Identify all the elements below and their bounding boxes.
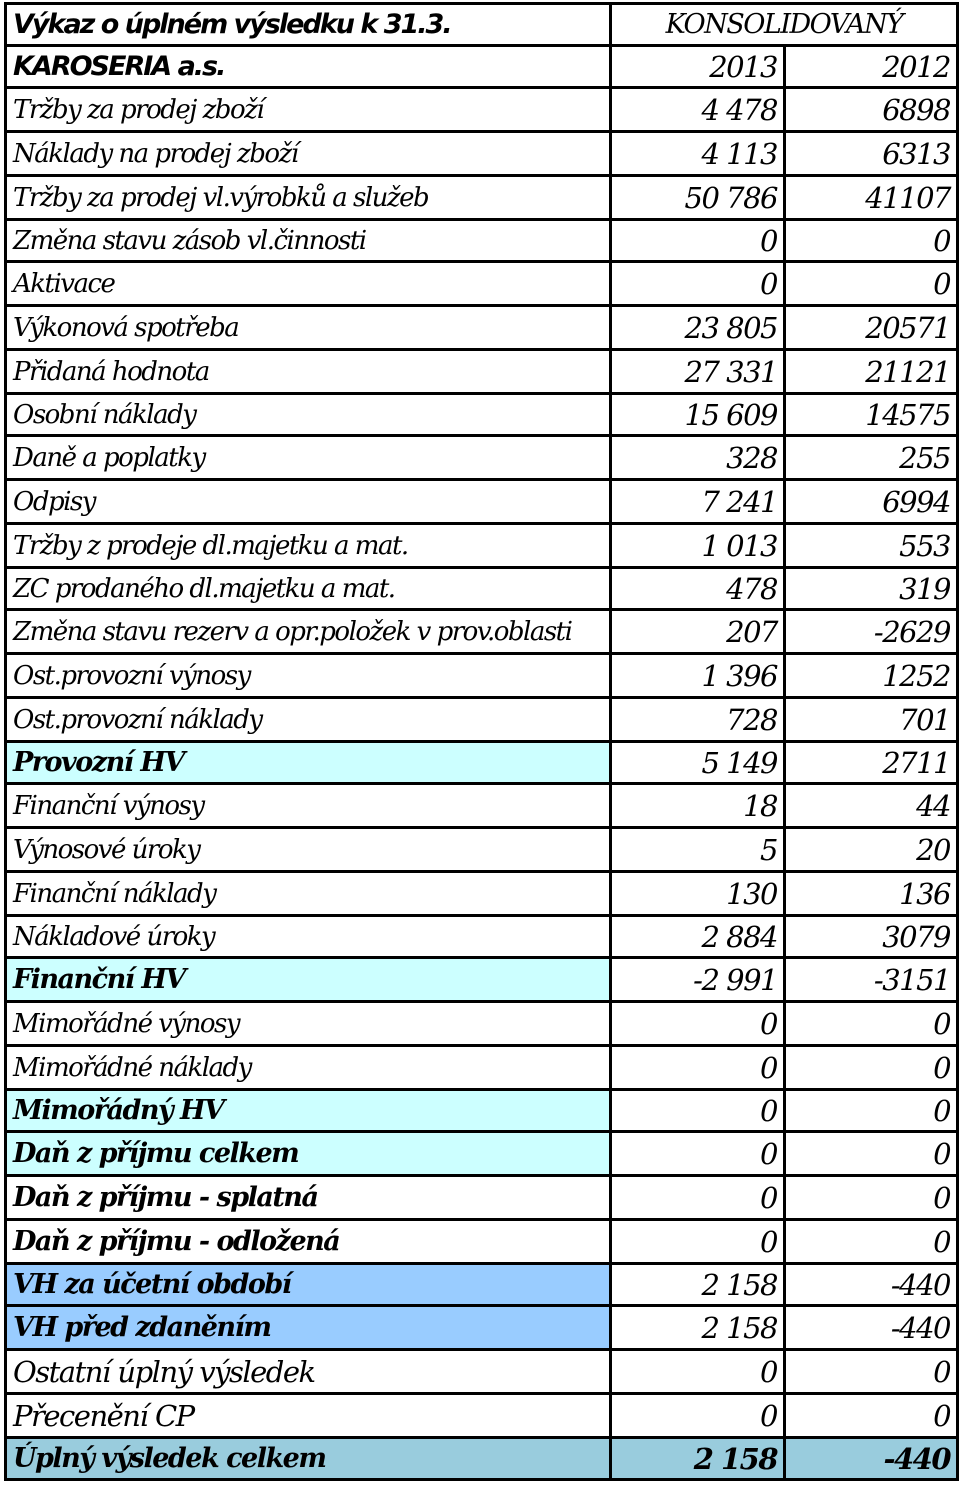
value-2012: 0 (785, 1176, 958, 1220)
value-2013: 23 805 (611, 306, 785, 350)
row-label: Provozní HV (6, 742, 611, 784)
row-label: Výnosové úroky (6, 828, 611, 872)
value-2012: 136 (785, 872, 958, 916)
value-2012: 0 (785, 1046, 958, 1090)
row-label: Aktivace (6, 262, 611, 306)
value-2013: 0 (611, 1220, 785, 1264)
value-2012: -440 (785, 1438, 958, 1480)
statement-title: Výkaz o úplném výsledku k 31.3. (6, 4, 611, 46)
value-2013: 207 (611, 610, 785, 654)
value-2013: 0 (611, 1090, 785, 1132)
value-2012: 553 (785, 524, 958, 568)
value-2013: 50 786 (611, 176, 785, 220)
row-label: Finanční HV (6, 958, 611, 1002)
value-2013: 1 013 (611, 524, 785, 568)
header-row-title (6, 4, 958, 46)
table-row (6, 1176, 958, 1220)
row-label: Změna stavu rezerv a opr.položek v prov.oblasti (6, 610, 611, 654)
value-2012: 0 (785, 1394, 958, 1438)
year-2013-header: 2013 (611, 46, 785, 88)
table-row (6, 742, 958, 784)
row-label: Náklady na prodej zboží (6, 132, 611, 176)
row-label: ZC prodaného dl.majetku a mat. (6, 568, 611, 610)
row-label: Daň z příjmu - splatná (6, 1176, 611, 1220)
row-label: Tržby z prodeje dl.majetku a mat. (6, 524, 611, 568)
value-2013: 4 113 (611, 132, 785, 176)
value-2013: 18 (611, 784, 785, 828)
row-label: Osobní náklady (6, 394, 611, 436)
value-2013: 0 (611, 1350, 785, 1394)
row-label: Úplný výsledek celkem (6, 1438, 611, 1480)
table-row (6, 436, 958, 480)
value-2013: 2 158 (611, 1264, 785, 1306)
table-row (6, 872, 958, 916)
value-2012: 21121 (785, 350, 958, 394)
row-label: Ost.provozní náklady (6, 698, 611, 742)
value-2012: 319 (785, 568, 958, 610)
table-row (6, 1350, 958, 1394)
value-2013: 328 (611, 436, 785, 480)
value-2013: 0 (611, 220, 785, 262)
row-label: VH za účetní období (6, 1264, 611, 1306)
value-2012: 6313 (785, 132, 958, 176)
table-row (6, 1002, 958, 1046)
table-row (6, 568, 958, 610)
value-2012: -440 (785, 1264, 958, 1306)
row-label: Ost.provozní výnosy (6, 654, 611, 698)
value-2012: 255 (785, 436, 958, 480)
value-2012: 2711 (785, 742, 958, 784)
income-statement (4, 2, 956, 1481)
value-2012: 0 (785, 1220, 958, 1264)
value-2013: 2 158 (611, 1438, 785, 1480)
row-label: Mimořádné výnosy (6, 1002, 611, 1046)
row-label: Daň z příjmu celkem (6, 1132, 611, 1176)
value-2013: 4 478 (611, 88, 785, 132)
value-2012: 0 (785, 262, 958, 306)
row-label: Daně a poplatky (6, 436, 611, 480)
value-2012: -3151 (785, 958, 958, 1002)
value-2013: 5 149 (611, 742, 785, 784)
row-label: VH před zdaněním (6, 1306, 611, 1350)
value-2013: 0 (611, 1002, 785, 1046)
table-row (6, 176, 958, 220)
table-row (6, 524, 958, 568)
consolidated-label: KONSOLIDOVANÝ (611, 4, 958, 46)
row-label: Odpisy (6, 480, 611, 524)
value-2012: 6898 (785, 88, 958, 132)
value-2013: 0 (611, 1132, 785, 1176)
table-row (6, 1264, 958, 1306)
value-2012: 3079 (785, 916, 958, 958)
value-2012: 0 (785, 1132, 958, 1176)
table-row (6, 350, 958, 394)
value-2013: 728 (611, 698, 785, 742)
value-2013: 2 884 (611, 916, 785, 958)
value-2012: 0 (785, 220, 958, 262)
value-2013: 5 (611, 828, 785, 872)
company-name: KAROSERIA a.s. (6, 46, 611, 88)
row-label: Ostatní úplný výsledek (6, 1350, 611, 1394)
table-row (6, 1306, 958, 1350)
table-row (6, 1220, 958, 1264)
value-2012: 0 (785, 1002, 958, 1046)
row-label: Finanční náklady (6, 872, 611, 916)
table-row (6, 480, 958, 524)
value-2012: 0 (785, 1350, 958, 1394)
table-row (6, 1046, 958, 1090)
table-row (6, 306, 958, 350)
value-2013: 0 (611, 262, 785, 306)
value-2013: 478 (611, 568, 785, 610)
table-row (6, 220, 958, 262)
table-row (6, 1090, 958, 1132)
row-label: Změna stavu zásob vl.činnosti (6, 220, 611, 262)
value-2013: 0 (611, 1046, 785, 1090)
value-2013: 15 609 (611, 394, 785, 436)
table-row (6, 394, 958, 436)
value-2013: 0 (611, 1394, 785, 1438)
header-row-years (6, 46, 958, 88)
value-2012: 44 (785, 784, 958, 828)
table-row (6, 610, 958, 654)
value-2012: 6994 (785, 480, 958, 524)
value-2013: 27 331 (611, 350, 785, 394)
row-label: Tržby za prodej vl.výrobků a služeb (6, 176, 611, 220)
table-row (6, 654, 958, 698)
row-label: Přidaná hodnota (6, 350, 611, 394)
value-2012: 0 (785, 1090, 958, 1132)
table-row (6, 132, 958, 176)
table-row (6, 1438, 958, 1480)
table-row (6, 1394, 958, 1438)
row-label: Přecenění CP (6, 1394, 611, 1438)
table-row (6, 958, 958, 1002)
value-2012: -2629 (785, 610, 958, 654)
value-2012: 20 (785, 828, 958, 872)
value-2012: -440 (785, 1306, 958, 1350)
row-label: Mimořádný HV (6, 1090, 611, 1132)
income-statement-table (4, 2, 959, 1481)
value-2012: 701 (785, 698, 958, 742)
value-2012: 1252 (785, 654, 958, 698)
row-label: Tržby za prodej zboží (6, 88, 611, 132)
value-2013: 1 396 (611, 654, 785, 698)
row-label: Nákladové úroky (6, 916, 611, 958)
row-label: Výkonová spotřeba (6, 306, 611, 350)
value-2013: 130 (611, 872, 785, 916)
row-label: Daň z příjmu - odložená (6, 1220, 611, 1264)
value-2012: 14575 (785, 394, 958, 436)
table-row (6, 262, 958, 306)
year-2012-header: 2012 (785, 46, 958, 88)
value-2013: 0 (611, 1176, 785, 1220)
row-label: Mimořádné náklady (6, 1046, 611, 1090)
table-row (6, 1132, 958, 1176)
value-2013: 2 158 (611, 1306, 785, 1350)
row-label: Finanční výnosy (6, 784, 611, 828)
table-row (6, 88, 958, 132)
value-2013: -2 991 (611, 958, 785, 1002)
value-2012: 20571 (785, 306, 958, 350)
value-2012: 41107 (785, 176, 958, 220)
table-row (6, 784, 958, 828)
table-row (6, 828, 958, 872)
table-row (6, 916, 958, 958)
value-2013: 7 241 (611, 480, 785, 524)
table-row (6, 698, 958, 742)
